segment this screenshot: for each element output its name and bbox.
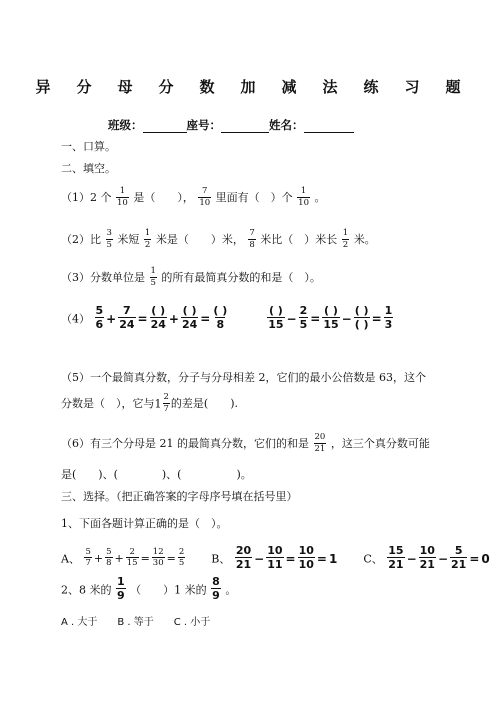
numerator: 1 (119, 186, 126, 196)
class-label: 班级： (108, 118, 143, 132)
class-blank[interactable] (143, 120, 187, 133)
q2-text-b: 米短 (117, 233, 140, 246)
equals-sign: = (469, 551, 480, 566)
c2-text-a: 2、8 米的 (61, 583, 112, 597)
denominator: 5 (178, 558, 185, 568)
q4-e1-frac-5[interactable] (212, 305, 228, 330)
option-c-label[interactable]: C、 (363, 552, 383, 566)
numerator: 5 (454, 544, 463, 557)
q3-fraction (150, 267, 157, 287)
equals-sign: = (316, 551, 327, 566)
denominator: 6 (95, 318, 104, 331)
numerator: 10 (267, 544, 283, 557)
numerator: 2 (178, 546, 185, 557)
q1-text-a: （1）2 个 (61, 191, 112, 204)
c2-text-b: （ ）1 米的 (130, 583, 207, 597)
q4-e1-frac-1 (95, 305, 105, 330)
opt-a-frac-4 (152, 548, 165, 568)
numerator: 20 (235, 544, 252, 557)
q1-text-e: 。 (314, 191, 326, 204)
minus-sign: − (341, 311, 352, 326)
q6-text-a: （6）有三个分母是 21 的最简真分数，它们的和是 (61, 437, 309, 450)
denominator: 24 (181, 318, 198, 331)
opt-a-frac-3 (126, 548, 139, 568)
opt-a-frac-2 (105, 548, 112, 568)
equals-sign: = (137, 311, 148, 326)
denominator: 10 (298, 197, 309, 208)
numerator: 10 (298, 544, 314, 557)
opt-b-frac-3 (298, 545, 315, 570)
denominator: 2 (144, 239, 151, 250)
q5-text-b: 的差是( ). (170, 397, 239, 410)
denominator: 15 (323, 318, 339, 331)
q1-fraction-2 (198, 187, 211, 207)
opt-c-frac-3 (450, 545, 467, 570)
q4-e1-frac-4[interactable] (181, 305, 198, 330)
denominator: 2 (342, 239, 349, 250)
numerator: 15 (388, 544, 404, 557)
option-b-label[interactable]: B、 (211, 552, 231, 566)
choice-2-options[interactable]: A . 大于 B . 等于 C . 小于 (61, 617, 211, 628)
numerator: 10 (419, 544, 435, 557)
denominator: 21 (419, 558, 435, 571)
q4-e1-frac-3[interactable] (150, 305, 167, 330)
denominator: 5 (150, 277, 156, 288)
c2-text-e: 。 (225, 583, 237, 597)
question-2 (61, 230, 376, 250)
question-6-line-1 (61, 434, 430, 454)
denominator: 30 (152, 558, 164, 568)
plus-sign: + (168, 311, 179, 326)
denominator: 8 (249, 239, 255, 250)
name-blank[interactable] (304, 120, 354, 133)
q4-e2-frac-3[interactable] (322, 305, 339, 330)
numerator: ( ) (213, 304, 228, 317)
q4-e2-frac-4[interactable] (354, 305, 370, 330)
numerator: 1 (384, 304, 393, 317)
numerator: ( ) (182, 304, 197, 317)
denominator: 3 (384, 318, 393, 331)
numerator: 1 (342, 228, 349, 238)
mixed-whole: 1 (154, 397, 162, 411)
page-title: 异分母分数加减法练习题 (35, 78, 487, 96)
denominator: 10 (298, 558, 314, 571)
opt-b-frac-2 (266, 545, 283, 570)
question-5-line-2 (61, 394, 238, 414)
q1-fraction-3 (297, 187, 310, 207)
denominator: 15 (268, 318, 284, 331)
equals-sign: = (371, 311, 382, 326)
numerator: 5 (106, 546, 112, 557)
plus-sign: + (114, 552, 124, 565)
denominator: 5 (106, 239, 112, 250)
opt-a-frac-1 (84, 548, 91, 568)
opt-b-frac-1 (235, 545, 252, 570)
denominator: 7 (85, 558, 91, 568)
denominator: 10 (199, 197, 211, 208)
section-3-heading: 三、选择。（把正确答案的字母序号填在括号里） (61, 490, 298, 503)
numerator: 12 (152, 546, 164, 557)
q6-text-b: ，这三个真分数可能 (330, 437, 430, 450)
denominator: 5 (299, 318, 308, 331)
seat-label: 座号： (186, 118, 221, 132)
numerator: 2 (163, 392, 169, 402)
choice-1-stem: 1、下面各题计算正确的是（ ）。 (61, 517, 228, 530)
q2-text-a: （2）比 (61, 233, 101, 246)
question-6-line-2: 是( )、( )、( )。 (61, 468, 252, 481)
numerator: 2 (129, 546, 135, 557)
minus-sign: − (437, 551, 448, 566)
minus-sign: − (254, 551, 265, 566)
option-c-result: 0 (481, 551, 490, 566)
option-b-result: 1 (328, 551, 338, 566)
choice-1-options (61, 546, 491, 571)
question-4 (61, 306, 394, 331)
denominator: 8 (216, 318, 225, 331)
q1-text-b: 是（ ）， (133, 191, 194, 204)
denominator: 15 (126, 558, 138, 568)
numerator: ( ) (354, 304, 369, 317)
denominator: 9 (212, 589, 220, 602)
equals-sign: = (310, 311, 321, 326)
q5-fraction (163, 393, 170, 413)
numerator: 1 (117, 575, 125, 588)
numerator: ( ) (324, 304, 338, 317)
q1-text-c: 里面有（ ）个 (215, 191, 293, 204)
c2-fraction-1 (116, 576, 126, 601)
denominator: 9 (117, 589, 125, 602)
q2-text-d: 米比（ ）米长 (260, 233, 338, 246)
denominator: 8 (106, 558, 112, 568)
equals-sign: = (140, 552, 150, 565)
q3-text-a: （3）分数单位是 (61, 271, 145, 284)
section-2-heading: 二、填空。 (61, 162, 116, 175)
denominator: 21 (388, 558, 404, 571)
minus-sign: − (286, 311, 297, 326)
numerator: 7 (249, 228, 255, 238)
opt-c-frac-2 (419, 545, 436, 570)
numerator: 5 (85, 546, 91, 557)
q6-fraction (314, 433, 327, 453)
numerator: 1 (150, 266, 156, 276)
numerator: 1 (300, 186, 307, 196)
q2-fraction-4 (342, 229, 349, 249)
q2-fraction-1 (106, 229, 113, 249)
section-1-heading: 一、口算。 (61, 140, 116, 153)
equals-sign: = (285, 551, 296, 566)
numerator: ( ) (151, 304, 166, 317)
opt-c-frac-1 (387, 545, 404, 570)
numerator: 5 (95, 304, 104, 317)
denominator: 21 (314, 443, 326, 454)
denominator: 21 (451, 558, 467, 571)
denominator: 7 (163, 403, 169, 414)
denominator: ( ) (354, 318, 369, 331)
numerator: ( ) (268, 304, 283, 317)
q2-text-e: 米。 (353, 233, 376, 246)
numerator: 7 (202, 186, 208, 196)
question-3 (61, 268, 321, 288)
q4-e2-frac-2 (299, 305, 309, 330)
q2-fraction-2 (144, 229, 151, 249)
denominator: 24 (150, 318, 166, 331)
numerator: 7 (123, 304, 131, 317)
q4-e2-frac-1[interactable] (267, 305, 284, 330)
c2-fraction-2 (211, 576, 221, 601)
equals-sign: = (200, 311, 211, 326)
numerator: 8 (212, 575, 220, 588)
q2-text-c: 米是（ ）米， (155, 233, 244, 246)
name-label: 姓名： (269, 118, 304, 132)
q2-fraction-3 (248, 229, 255, 249)
seat-blank[interactable] (221, 120, 269, 133)
q4-e1-frac-2 (118, 305, 135, 330)
plus-sign: + (93, 552, 104, 565)
opt-a-frac-5 (178, 548, 185, 568)
q4-label: （4） (61, 312, 90, 326)
denominator: 11 (267, 558, 283, 571)
q4-e2-frac-5 (384, 305, 394, 330)
numerator: 1 (144, 228, 151, 238)
q1-fraction-1 (116, 187, 129, 207)
denominator: 24 (119, 318, 135, 331)
student-info-line (108, 117, 354, 133)
q5-text-a: 分数是（ ），它与 (61, 397, 155, 410)
denominator: 10 (117, 197, 128, 208)
denominator: 21 (235, 558, 252, 571)
minus-sign: − (406, 551, 417, 566)
question-5-line-1: （5）一个最简真分数，分子与分母相差 2，它们的最小公倍数是 63，这个 (61, 371, 426, 384)
numerator: 3 (106, 228, 112, 238)
equals-sign: = (166, 552, 176, 565)
q3-text-b: 的所有最简真分数的和是（ ）。 (161, 271, 321, 284)
numerator: 20 (314, 432, 326, 442)
plus-sign: + (106, 311, 117, 326)
choice-2-stem (61, 577, 236, 602)
option-a-label[interactable]: A、 (61, 552, 80, 566)
question-1 (61, 188, 325, 208)
numerator: 2 (299, 304, 308, 317)
